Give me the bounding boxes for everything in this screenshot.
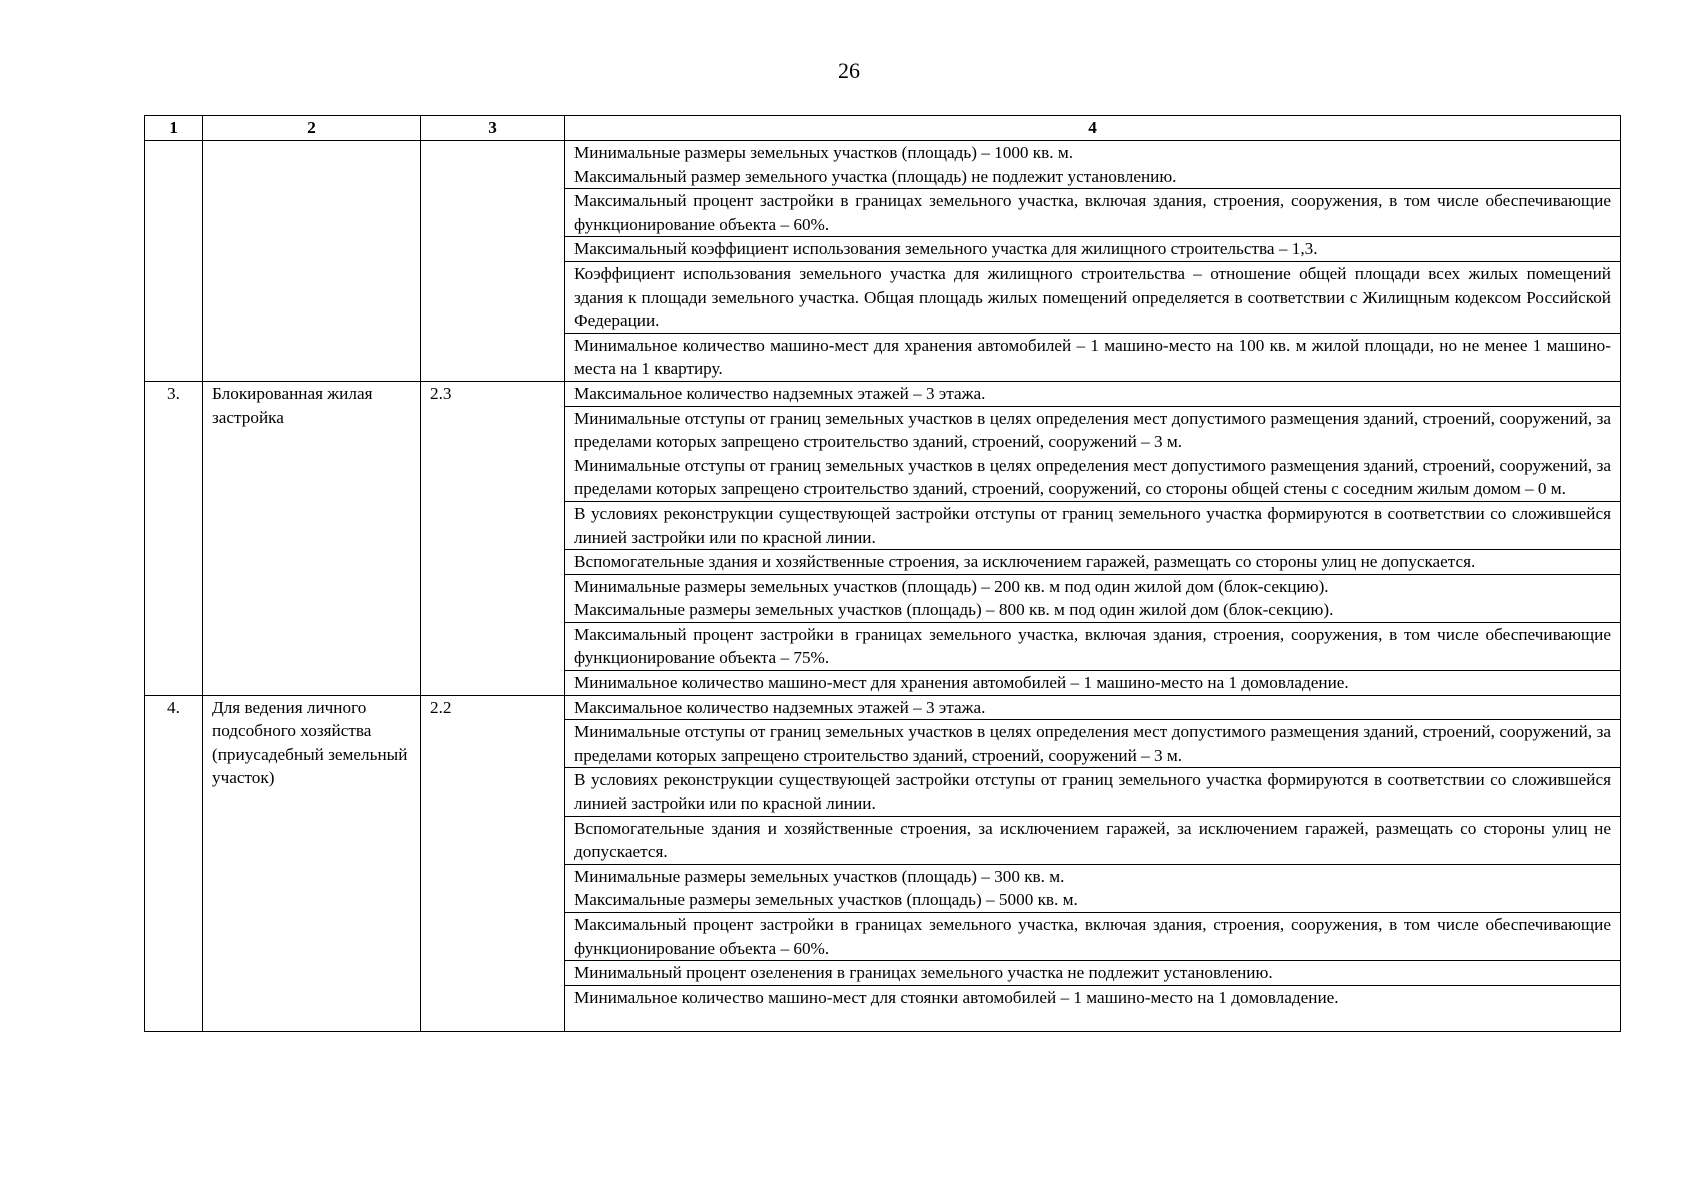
parameter-text: Минимальное количество машино-мест для хранения автомобилей – 1 машино-место на 100 кв. м жилой площади, но не менее 1 машино-места на 1 квартиру. [574, 335, 1611, 379]
parameter-text: Минимальные размеры земельных участков (площадь) – 300 кв. м. [574, 866, 1065, 886]
table-body [145, 141, 1621, 1032]
parameter-cell [565, 189, 1621, 237]
parameter-cell [565, 695, 1621, 720]
header-row [145, 116, 1621, 141]
parameter-cell [565, 816, 1621, 864]
parameter-text: Коэффициент использования земельного участка для жилищного строительства – отношение общей площади всех жилых помещений здания к площади земельного участка. Общая площадь жилых помещений определяется в соответствии с Жилищным кодексом Российской Федерации. [574, 263, 1611, 331]
parameter-text: Вспомогательные здания и хозяйственные строения, за исключением гаражей, за исключением гаражей, размещать со стороны улиц не допускается. [574, 818, 1611, 862]
parameter-text: В условиях реконструкции существующей застройки отступы от границ земельного участка формируются в соответствии со сложившейся линией застройки или по красной линии. [574, 503, 1611, 547]
land-use-code [421, 141, 565, 382]
parameter-cell [565, 501, 1621, 549]
land-use-code: 2.3 [421, 381, 565, 695]
parameter-text: Минимальные отступы от границ земельных участков в целях определения мест допустимого размещения зданий, строений, сооружений, за пределами которых запрещено строительство зданий, строений, сооружений – 3 м. [574, 408, 1611, 452]
parameter-text: Максимальный процент застройки в границах земельного участка, включая здания, строения, сооружения, в том числе обеспечивающие функционирование объекта – 60%. [574, 915, 1611, 958]
table-row [145, 381, 1621, 406]
parameter-text: Максимальный размер земельного участка (площадь) не подлежит установлению. [574, 166, 1177, 186]
page-number: 26 [838, 58, 860, 83]
parameter-cell [565, 961, 1621, 986]
parameter-text: Минимальное количество машино-мест для стоянки автомобилей – 1 машино-место на 1 домовладение. [574, 987, 1339, 1007]
row-number: 4. [145, 695, 203, 1032]
parameter-cell [565, 720, 1621, 768]
parameter-text: Максимальное количество надземных этажей – 3 этажа. [574, 697, 986, 717]
parameter-cell [565, 550, 1621, 575]
parameter-cell [565, 141, 1621, 189]
parameter-cell [565, 261, 1621, 333]
parameter-text: Вспомогательные здания и хозяйственные строения, за исключением гаражей, размещать со стороны улиц не допускается. [574, 552, 1476, 572]
parameter-text: Минимальные отступы от границ земельных участков в целях определения мест допустимого размещения зданий, строений, сооружений, за пределами которых запрещено строительство зданий, строений, сооружений, со стороны общей стены с соседним жилым домом – 0 м. [574, 455, 1611, 499]
parameter-cell [565, 864, 1621, 912]
header-col-2: 2 [203, 116, 421, 141]
parameter-text: Максимальные размеры земельных участков (площадь) – 800 кв. м под один жилой дом (блок-секцию). [574, 600, 1334, 620]
header-col-4: 4 [565, 116, 1621, 141]
header-col-3: 3 [421, 116, 565, 141]
land-use-type: Для ведения личного подсобного хозяйства (приусадебный земельный участок) [203, 695, 421, 1032]
land-use-code: 2.2 [421, 695, 565, 1032]
parameter-cell [565, 574, 1621, 622]
parameter-cell [565, 985, 1621, 1032]
parameter-text: Максимальный коэффициент использования земельного участка для жилищного строительства – 1,3. [574, 239, 1318, 259]
parameter-cell [565, 333, 1621, 381]
parameter-cell [565, 768, 1621, 816]
parameter-cell [565, 622, 1621, 670]
land-use-type: Блокированная жилая застройка [203, 381, 421, 695]
parameter-text: Максимальное количество надземных этажей – 3 этажа. [574, 383, 986, 403]
parameter-cell [565, 237, 1621, 262]
parameter-cell [565, 913, 1621, 961]
parameter-text: Максимальный процент застройки в границах земельного участка, включая здания, строения, сооружения, в том числе обеспечивающие функционирование объекта – 60%. [574, 191, 1611, 234]
parameter-cell [565, 381, 1621, 406]
parameter-text: Минимальные размеры земельных участков (площадь) – 200 кв. м под один жилой дом (блок-секцию). [574, 576, 1329, 596]
parameter-text: В условиях реконструкции существующей застройки отступы от границ земельного участка формируются в соответствии со сложившейся линией застройки или по красной линии. [574, 770, 1611, 814]
parameter-text [574, 1009, 1611, 1031]
row-number: 3. [145, 381, 203, 695]
regulations-table [144, 115, 1621, 1032]
parameter-cell [565, 671, 1621, 696]
parameter-text: Максимальные размеры земельных участков (площадь) – 5000 кв. м. [574, 890, 1078, 910]
parameter-cell [565, 406, 1621, 501]
header-col-1: 1 [145, 116, 203, 141]
row-number [145, 141, 203, 382]
parameter-text: Минимальные отступы от границ земельных участков в целях определения мест допустимого размещения зданий, строений, сооружений, за пределами которых запрещено строительство зданий, строений, сооружений – 3 м. [574, 722, 1611, 765]
parameter-text: Минимальный процент озеленения в границах земельного участка не подлежит установлению. [574, 963, 1273, 983]
land-use-type [203, 141, 421, 382]
parameter-text: Минимальные размеры земельных участков (площадь) – 1000 кв. м. [574, 143, 1074, 162]
parameter-text: Минимальное количество машино-мест для хранения автомобилей – 1 машино-место на 1 домовладение. [574, 673, 1349, 693]
table-row [145, 141, 1621, 189]
parameter-text: Максимальный процент застройки в границах земельного участка, включая здания, строения, сооружения, в том числе обеспечивающие функционирование объекта – 75%. [574, 624, 1611, 668]
table-row [145, 695, 1621, 720]
